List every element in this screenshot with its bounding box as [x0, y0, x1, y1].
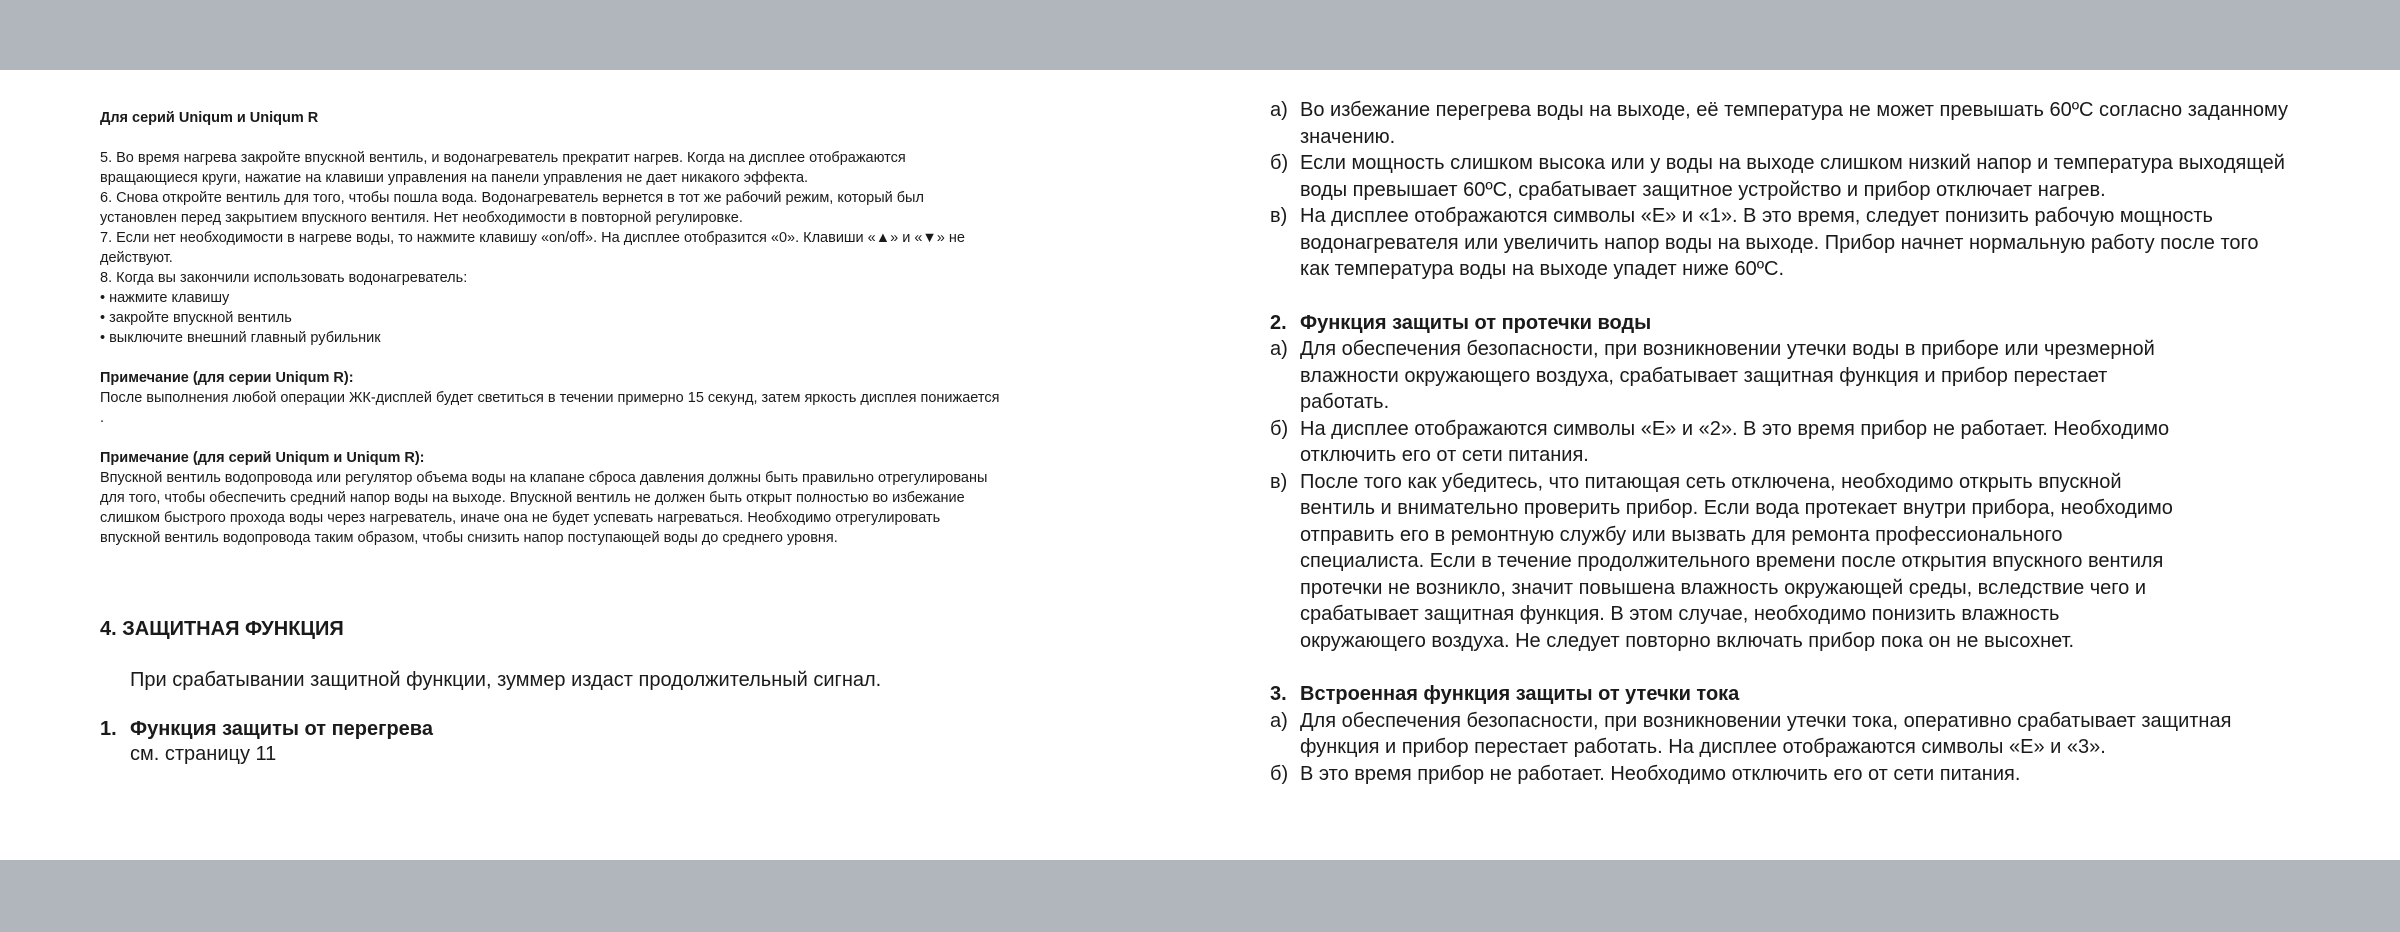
note2-title: Примечание (для серий Uniqum и Uniqum R):	[100, 450, 425, 466]
item-marker: а)	[1270, 709, 1288, 732]
step-line: • закройте впускной вентиль	[100, 310, 292, 326]
item-line: Во избежание перегрева воды на выходе, её температура не может превышать 60ºC согласно заданному	[1300, 99, 2289, 121]
series-heading: Для серий Uniqum и Uniqum R	[100, 110, 319, 126]
item-marker: а)	[1270, 338, 1288, 360]
list-item	[1270, 336, 2340, 416]
page-reference: см. страницу 11	[130, 743, 277, 765]
item-line: На дисплее отображаются символы «E» и «1». В это время, следует понизить рабочую мощность	[1300, 205, 2213, 227]
section-title: 4. ЗАЩИТНАЯ ФУНКЦИЯ	[100, 618, 344, 640]
step-line: • выключите внешний главный рубильник	[100, 330, 381, 346]
item-marker: б)	[1270, 417, 1289, 440]
item-marker: б)	[1270, 762, 1289, 785]
step-line: 8. Когда вы закончили использовать водонагреватель:	[100, 270, 468, 286]
step-line: 7. Если нет необходимости в нагреве воды, то нажмите клавишу «on/off». На дисплее отобразится «0». Клавиши «▲» и «▼» не	[100, 230, 965, 246]
current-list	[1270, 708, 2340, 788]
item-marker: в)	[1270, 470, 1288, 493]
section-text: При срабатывании защитной функции, зуммер издаст продолжительный сигнал.	[130, 669, 882, 691]
note2-line: впускной вентиль водопровода таким образом, чтобы снизить напор поступающей воды до среднего уровня.	[100, 530, 838, 546]
item-marker: в)	[1270, 205, 1288, 227]
item-line: Для обеспечения безопасности, при возникновении утечки тока, оперативно срабатывает защитная	[1300, 709, 2232, 732]
step-line: действуют.	[100, 250, 173, 266]
note2-line: для того, чтобы обеспечить средний напор воды на выходе. Впускной вентиль не должен быть открыт полностью во избежание	[100, 490, 965, 506]
item-line: специалиста. Если в течение продолжительного времени после открытия впускного вентиля	[1300, 550, 2164, 572]
note2-line: слишком быстрого прохода воды через нагреватель, иначе она не будет успевать нагреваться. Необходимо отрегулировать	[100, 510, 941, 526]
list-item	[1270, 203, 2340, 283]
note1-line: После выполнения любой операции ЖК-дисплей будет светиться в течении примерно 15 секунд, затем яркость дисплея понижается	[100, 390, 1000, 406]
sub3-title: Встроенная функция защиты от утечки тока	[1300, 683, 1740, 705]
step-line: вращающиеся круги, нажатие на клавиши управления на панели управления не дает никакого эффекта.	[100, 170, 809, 186]
item-line: водонагревателя или увеличить напор воды на выходе. Прибор начнет нормальную работу после того	[1300, 231, 2259, 254]
current-leak-title	[1270, 681, 2340, 708]
right-page	[1270, 97, 2340, 787]
item-line: протечки не возникло, значит повышена влажность окружающей среды, вследствие чего и	[1300, 576, 2146, 599]
step-line: 5. Во время нагрева закройте впускной вентиль, и водонагреватель прекратит нагрев. Когда на дисплее отображаются	[100, 150, 906, 166]
step-line: 6. Снова откройте вентиль для того, чтобы пошла вода. Водонагреватель вернется в тот же рабочий режим, который был	[100, 190, 924, 206]
item-line: воды превышает 60ºC, срабатывает защитное устройство и прибор отключает нагрев.	[1300, 178, 2106, 201]
sub1-number: 1.	[100, 718, 117, 740]
list-item	[1270, 761, 2340, 788]
top-band	[0, 0, 2400, 70]
bottom-band	[0, 860, 2400, 932]
item-line: работать.	[1300, 391, 1390, 413]
item-line: После того как убедитесь, что питающая сеть отключена, необходимо открыть впускной	[1300, 470, 2122, 493]
step-line: • нажмите клавишу	[100, 290, 230, 306]
item-line: Для обеспечения безопасности, при возникновении утечки воды в приборе или чрезмерной	[1300, 338, 2155, 360]
note1-title: Примечание (для серии Uniqum R):	[100, 370, 354, 386]
item-line: В это время прибор не работает. Необходимо отключить его от сети питания.	[1300, 762, 2021, 785]
note2-line: Впускной вентиль водопровода или регулятор объема воды на клапане сброса давления должны быть правильно отрегулированы	[100, 470, 988, 486]
item-line: значению.	[1300, 125, 1396, 148]
item-line: функция и прибор перестает работать. На дисплее отображаются символы «E» и «3».	[1300, 736, 2106, 758]
list-item	[1270, 97, 2340, 150]
step-line: установлен перед закрытием впускного вентиля. Нет необходимости в повторной регулировке.	[100, 210, 743, 226]
item-line: вентиль и внимательно проверить прибор. Если вода протекает внутри прибора, необходимо	[1300, 497, 2173, 519]
list-item	[1270, 416, 2340, 469]
item-line: срабатывает защитная функция. В этом случае, необходимо понизить влажность	[1300, 603, 2060, 625]
overheat-title	[100, 718, 1160, 741]
document-spread	[0, 70, 2400, 860]
item-line: как температура воды на выходе упадет ниже 60ºC.	[1300, 258, 1784, 280]
item-line: Если мощность слишком высока или у воды на выходе слишком низкий напор и температура выходящей	[1300, 152, 2285, 174]
sub3-number: 3.	[1270, 683, 1287, 705]
sub2-number: 2.	[1270, 311, 1287, 334]
list-item	[1270, 708, 2340, 761]
item-line: На дисплее отображаются символы «E» и «2». В это время прибор не работает. Необходимо	[1300, 417, 2170, 440]
item-line: окружающего воздуха. Не следует повторно включать прибор пока он не высохнет.	[1300, 629, 2075, 652]
item-marker: б)	[1270, 152, 1289, 174]
left-page	[100, 108, 1160, 766]
steps-list	[100, 148, 1160, 348]
item-line: отключить его от сети питания.	[1300, 444, 1589, 466]
leak-list	[1270, 336, 2340, 654]
sub2-title: Функция защиты от протечки воды	[1300, 311, 1652, 334]
sub1-title: Функция защиты от перегрева	[130, 718, 433, 740]
item-marker: а)	[1270, 99, 1288, 121]
list-item	[1270, 150, 2340, 203]
list-item	[1270, 469, 2340, 655]
item-line: влажности окружающего воздуха, срабатывает защитная функция и прибор перестает	[1300, 364, 2108, 387]
leak-protection-title	[1270, 310, 2340, 337]
item-line: отправить его в ремонтную службу или вызвать для ремонта профессионального	[1300, 523, 2063, 546]
note1-line: .	[100, 410, 105, 426]
overheat-list	[1270, 97, 2340, 283]
